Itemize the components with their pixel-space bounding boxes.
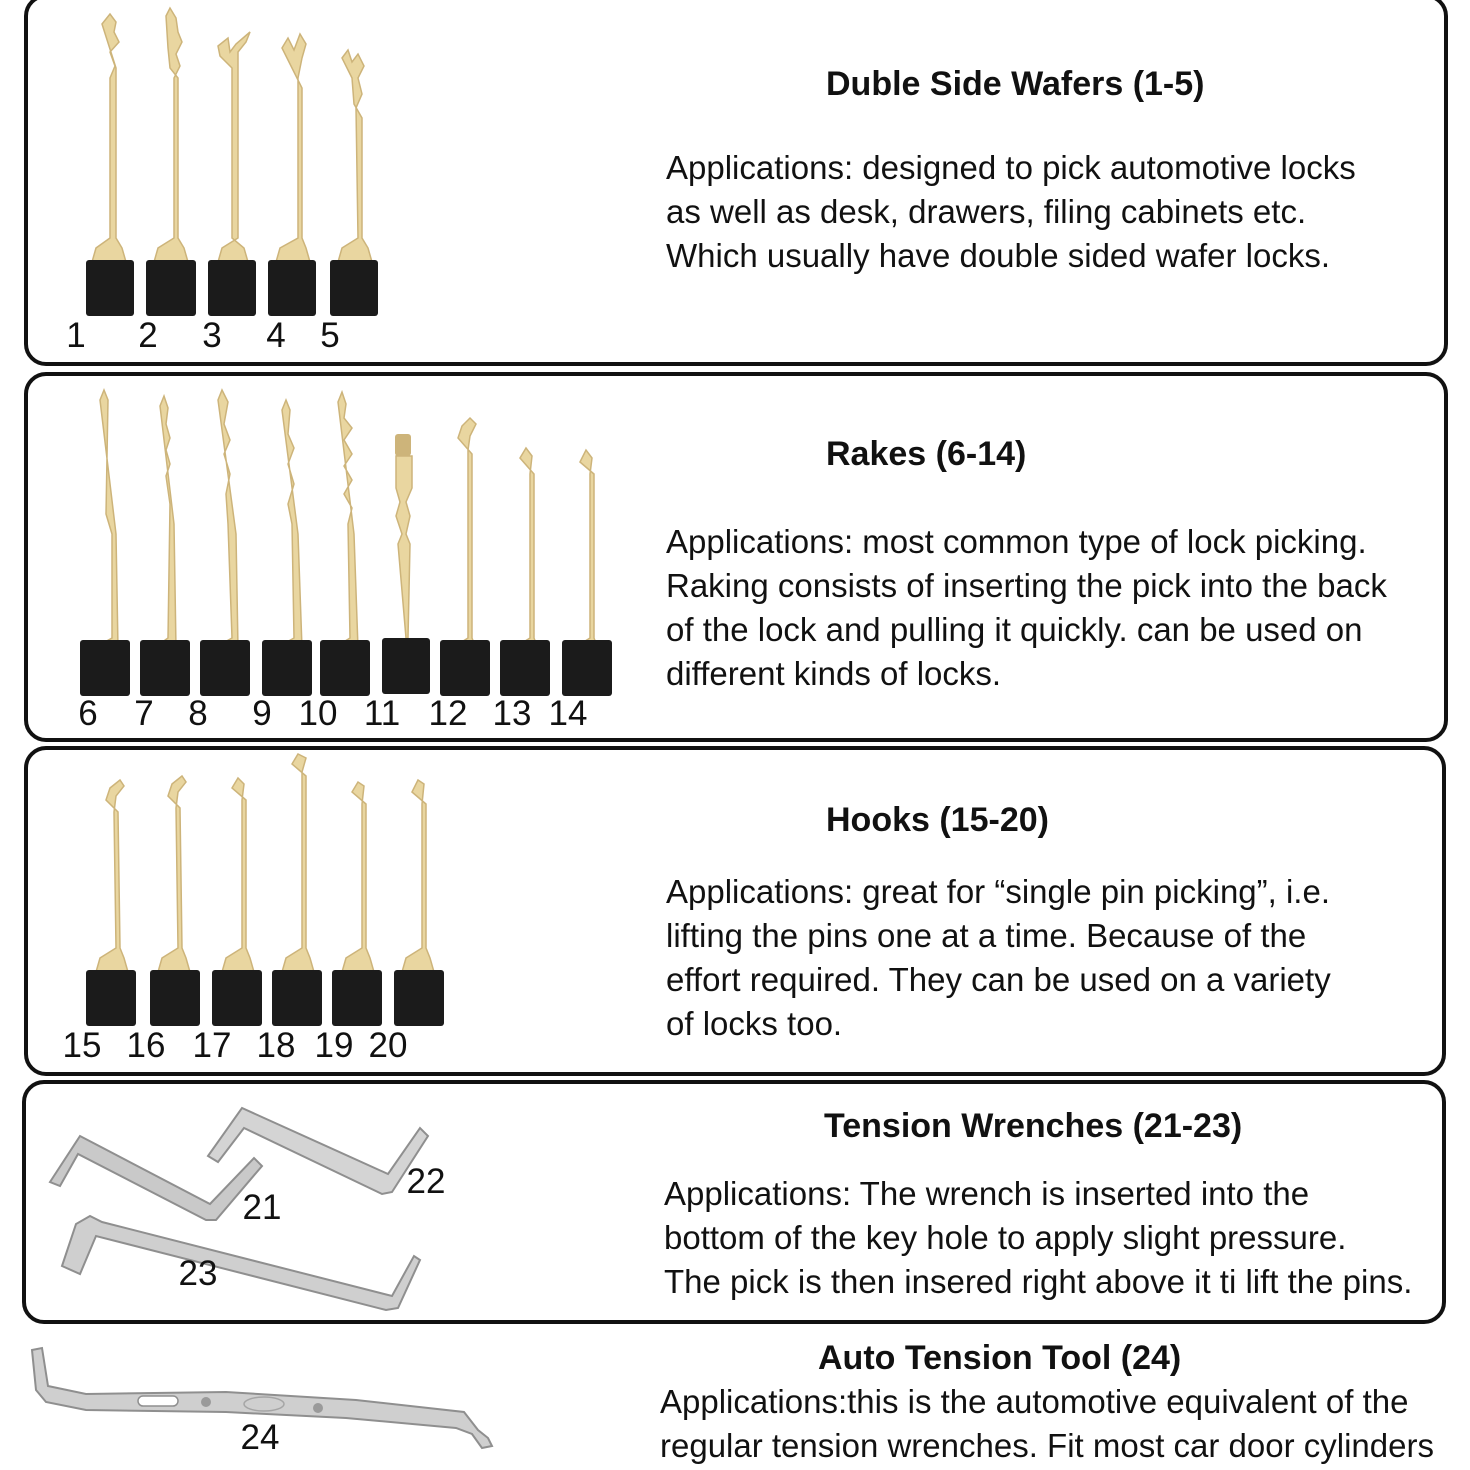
section-title: Duble Side Wafers (1-5) xyxy=(826,65,1205,103)
wrench-number: 23 xyxy=(178,1254,218,1293)
pick-number: 16 xyxy=(126,1026,166,1065)
pick-9-icon xyxy=(262,400,312,696)
section-title: Tension Wrenches (21-23) xyxy=(824,1107,1243,1145)
pick-18-icon xyxy=(272,754,322,1026)
pick-number: 6 xyxy=(78,694,98,733)
pick-16-icon xyxy=(150,776,200,1026)
section-description: Applications: great for “single pin picking”, i.e. lifting the pins one at a time. Because of the effort required. They can be used on a variety of locks too. xyxy=(666,873,1331,1042)
pick-number: 3 xyxy=(202,316,222,355)
pick-number: 11 xyxy=(363,694,401,733)
pick-number: 10 xyxy=(298,694,338,733)
hook-picks-illustration xyxy=(54,752,454,1032)
pick-20-icon xyxy=(394,780,444,1026)
wrench-23-icon xyxy=(62,1216,420,1310)
pick-19-icon xyxy=(332,782,382,1026)
pick-number: 1 xyxy=(66,316,86,355)
pick-number: 19 xyxy=(314,1026,354,1065)
tool-number: 24 xyxy=(240,1418,280,1457)
wrench-21-icon xyxy=(50,1136,262,1220)
wrench-number: 22 xyxy=(406,1162,446,1201)
pick-12-icon xyxy=(440,418,490,696)
wafers-panel xyxy=(24,0,1448,366)
pick-14-icon xyxy=(562,450,612,696)
rakes-panel xyxy=(24,372,1448,742)
pick-10-icon xyxy=(320,392,370,696)
pick-number: 5 xyxy=(320,316,340,355)
pick-number: 13 xyxy=(492,694,532,733)
pick-11-icon xyxy=(382,434,430,694)
pick-17-icon xyxy=(212,778,262,1026)
pick-15-icon xyxy=(86,780,136,1026)
pick-number: 4 xyxy=(266,316,286,355)
pick-number: 20 xyxy=(368,1026,408,1065)
pick-2-icon xyxy=(146,8,196,316)
pick-5-icon xyxy=(330,50,378,316)
pick-4-icon xyxy=(268,34,316,316)
rake-picks-illustration xyxy=(50,384,620,704)
pick-13-icon xyxy=(500,448,550,696)
hooks-panel xyxy=(24,746,1446,1076)
section-description: Applications:this is the automotive equivalent of the regular tension wrenches. Fit most car door cylinders xyxy=(660,1383,1434,1464)
section-description: Applications: most common type of lock picking. Raking consists of inserting the pick into the back of the lock and pulling it quickly. can be used on different kinds of locks. xyxy=(666,523,1387,692)
pick-number: 2 xyxy=(138,316,158,355)
pick-number: 15 xyxy=(62,1026,102,1065)
pick-number: 14 xyxy=(548,694,588,733)
section-description: Applications: The wrench is inserted into the bottom of the key hole to apply slight pressure. The pick is then insered right above it ti lift the pins. xyxy=(664,1175,1413,1300)
tension-wrenches-panel xyxy=(22,1080,1446,1324)
wafer-picks-illustration xyxy=(54,8,384,338)
pick-8-icon xyxy=(200,390,250,696)
pick-number: 18 xyxy=(256,1026,296,1065)
wrench-number: 21 xyxy=(242,1188,282,1227)
pick-number: 8 xyxy=(188,694,208,733)
pick-number: 7 xyxy=(134,694,154,733)
pick-6-icon xyxy=(80,390,130,696)
section-description: Applications: designed to pick automotive locks as well as desk, drawers, filing cabinets etc. Which usually have double sided wafer locks. xyxy=(666,149,1356,274)
pick-3-icon xyxy=(208,32,256,316)
section-title: Rakes (6-14) xyxy=(826,435,1027,473)
section-title: Auto Tension Tool (24) xyxy=(818,1339,1182,1377)
pick-number: 9 xyxy=(252,694,272,733)
pick-number: 17 xyxy=(192,1026,232,1065)
pick-1-icon xyxy=(86,14,134,316)
section-title: Hooks (15-20) xyxy=(826,801,1049,839)
pick-number: 12 xyxy=(428,694,468,733)
pick-7-icon xyxy=(140,396,190,696)
